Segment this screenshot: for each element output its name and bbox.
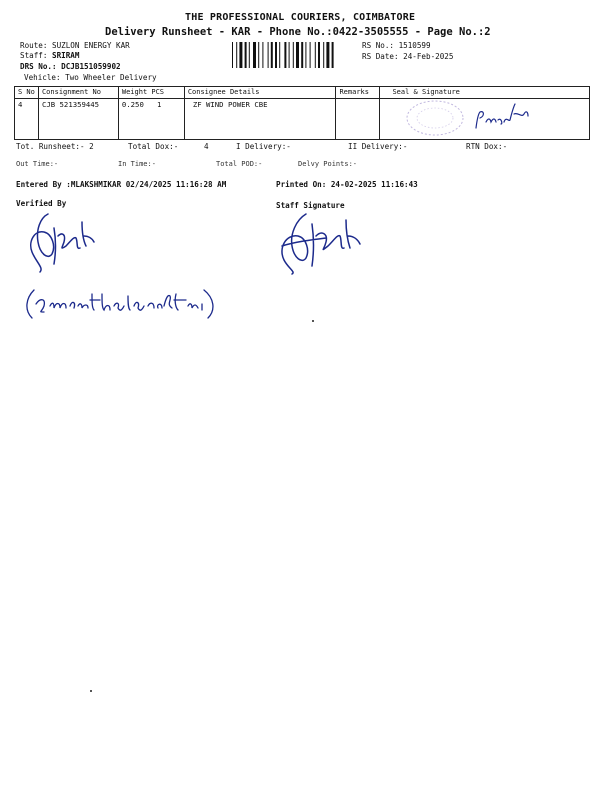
col-sno: S No [15, 87, 39, 99]
i-delivery: I Delivery:- [236, 142, 291, 151]
speck-mark [312, 320, 314, 322]
cell-sno: 4 [15, 99, 39, 140]
rs-number: RS No.: 1510599 [362, 41, 431, 50]
tot-runsheet: Tot. Runsheet:- 2 [16, 142, 94, 151]
out-time: Out Time:- [16, 160, 59, 168]
drs-label: DRS No.: [20, 62, 57, 71]
route-text: Route: SUZLON ENERGY KAR [20, 41, 130, 50]
col-consignment: Consignment No [38, 87, 118, 99]
staff-label: Staff: [20, 51, 48, 60]
barcode [232, 42, 352, 68]
cell-remarks [336, 99, 380, 140]
cell-consignee: ZF WIND POWER CBE [184, 99, 336, 140]
verified-by-label: Verified By [16, 199, 67, 208]
col-seal-signature: Seal & Signature [380, 87, 590, 99]
col-weight-pcs: Weight PCS [118, 87, 184, 99]
col-remarks: Remarks [336, 87, 380, 99]
vehicle-text: Vehicle: Two Wheeler Delivery [24, 73, 157, 82]
company-name: THE PROFESSIONAL COURIERS, COIMBATORE [185, 12, 416, 23]
seal-stamp [400, 96, 470, 140]
rs-date: RS Date: 24-Feb-2025 [362, 52, 454, 61]
total-pod: Total POD:- [216, 160, 263, 168]
runsheet-title: Delivery Runsheet - KAR - Phone No.:0422-3505555 - Page No.:2 [105, 26, 491, 38]
drs-row [20, 62, 121, 71]
cell-consignment: CJB 521359445 [38, 99, 118, 140]
ii-delivery: II Delivery:- [348, 142, 408, 151]
total-dox-label: Total Dox:- [128, 142, 179, 151]
receiver-signature [468, 100, 538, 134]
col-consignee: Consignee Details [184, 87, 336, 99]
entered-by: Entered By :MLAKSHMIKAR 02/24/2025 11:16:28 AM [16, 180, 227, 189]
staff-handwritten-signature [270, 206, 370, 278]
in-time: In Time:- [118, 160, 156, 168]
handwritten-name [22, 284, 218, 324]
total-dox-value: 4 [204, 142, 209, 151]
table-header-row [15, 87, 590, 99]
speck-mark [90, 690, 92, 692]
rtn-dox: RTN Dox:- [466, 142, 508, 151]
staff-signature-label: Staff Signature [276, 201, 345, 210]
staff-value: SRIRAM [52, 51, 80, 60]
cell-weight-pcs: 0.250 1 [118, 99, 184, 140]
drs-value: DCJB151059902 [61, 62, 121, 71]
delvy-points: Delvy Points:- [298, 160, 358, 168]
staff-row [20, 51, 79, 60]
verifier-signature [14, 208, 104, 278]
printed-on: Printed On: 24-02-2025 11:16:43 [276, 180, 418, 189]
